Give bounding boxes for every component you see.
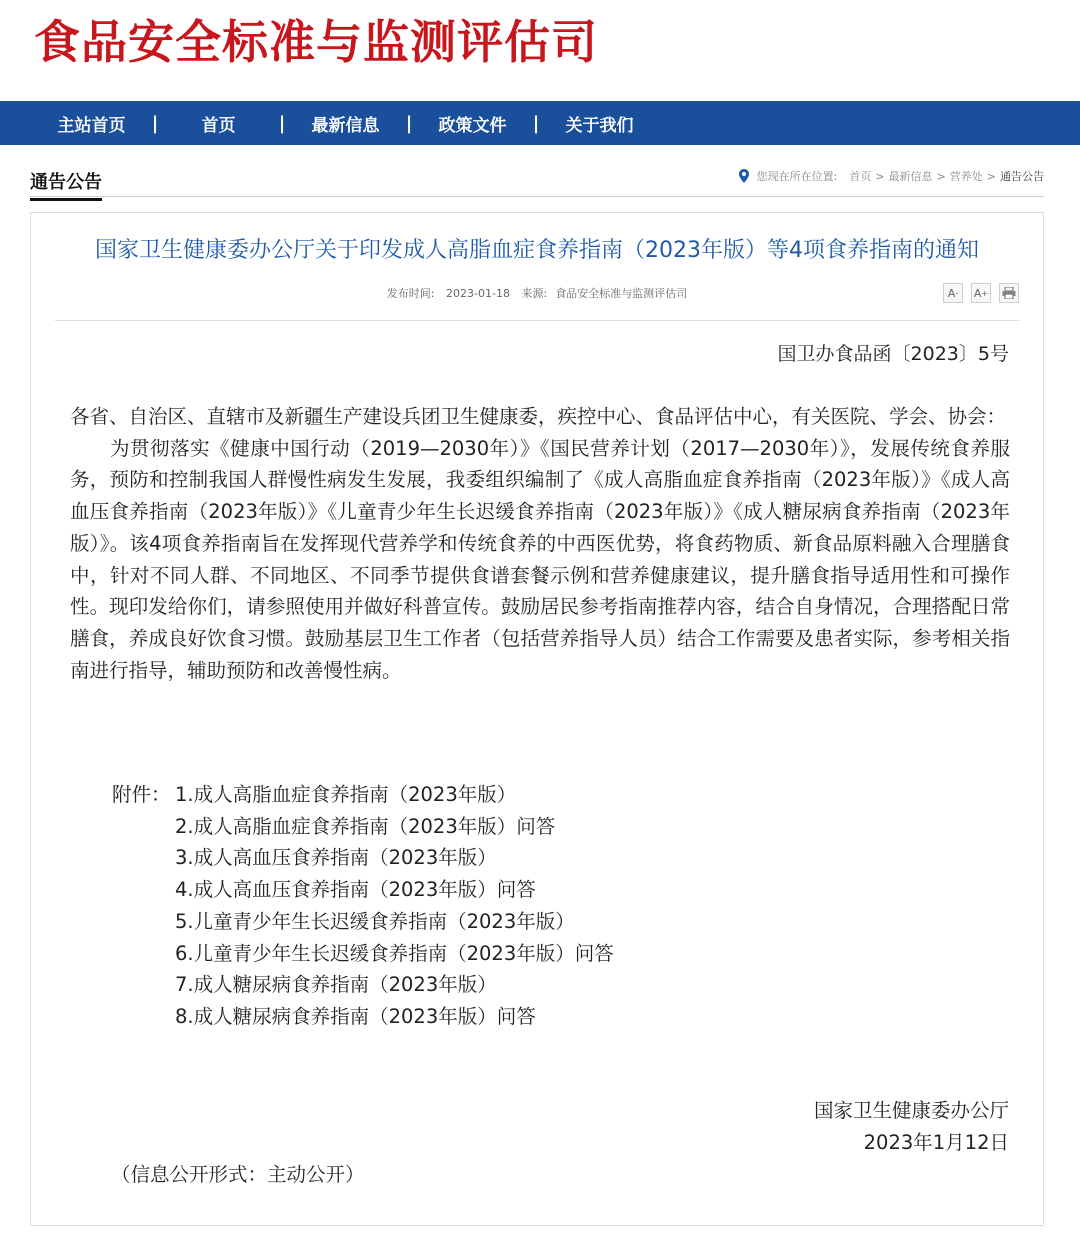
article-divider (55, 320, 1019, 321)
signing-organization: 国家卫生健康委办公厅 (813, 1099, 1009, 1122)
attachment-link[interactable]: 5.儿童青少年生长迟缓食养指南（2023年版） (175, 909, 575, 933)
body-paragraph: 为贯彻落实《健康中国行动（2019—2030年）》《国民营养计划（2017—2030年）》，发展传统食养服务，预防和控制我国人群慢性病发生发展，我委组织编制了《成人高脂血症食养指南（2023年版）》《成人高血压食养指南（2023年版）》《儿童青少年生长迟缓食养指南（2023年版）》《成人糖尿病食养指南（2023年版）》。该4项食养指南旨在发挥现代营养学和传统食养的中西医优势，将食药物质、新食品原料融入合理膳食中，针对不同人群、不同地区、不同季节提供食谱套餐示例和营养健康建议，提升膳食指导适用性和可操作性。现印发给你们，请参照使用并做好科普宣传。鼓励居民参考指南推荐内容，结合自身情况，合理搭配日常膳食，养成良好饮食习惯。鼓励基层卫生工作者（包括营养指导人员）结合工作需要及患者实际，参考相关指南进行指导，辅助预防和改善慢性病。 (70, 436, 1010, 682)
attachments (112, 779, 614, 1033)
breadcrumb-separator: > (936, 169, 946, 183)
attachment-link[interactable]: 4.成人高血压食养指南（2023年版）问答 (175, 878, 536, 902)
breadcrumb-home[interactable]: 首页 (849, 170, 872, 183)
attachments-label: 附件： (112, 783, 171, 806)
section-title: 通告公告 (30, 168, 102, 201)
nav-item-home[interactable]: 首页 (201, 115, 236, 136)
signing-date: 2023年1月12日 (863, 1131, 1009, 1154)
breadcrumb-latest[interactable]: 最新信息 (888, 170, 933, 183)
font-increase-button[interactable]: A + (971, 283, 991, 303)
site-header (0, 0, 1080, 101)
font-increase-icon: A (973, 286, 982, 300)
attachment-link[interactable]: 1.成人高脂血症食养指南（2023年版） (175, 783, 517, 806)
nav-item-main-site[interactable]: 主站首页 (57, 115, 126, 136)
nav-separator: | (405, 112, 413, 134)
attachment-link[interactable]: 8.成人糖尿病食养指南（2023年版）问答 (175, 1004, 536, 1028)
article-meta (31, 285, 1043, 301)
attachment-link[interactable]: 3.成人高血压食养指南（2023年版） (175, 846, 497, 870)
article-title: 国家卫生健康委办公厅关于印发成人高脂血症食养指南（2023年版）等4项食养指南的通知 (95, 238, 979, 263)
breadcrumb-nutrition[interactable]: 营养处 (949, 170, 983, 183)
nav-separator: | (532, 112, 540, 134)
print-button[interactable] (999, 283, 1019, 303)
nav-separator: | (278, 112, 286, 134)
article-box (30, 212, 1044, 1226)
section-bar (30, 164, 1044, 197)
location-pin-icon (739, 169, 749, 183)
nav-separator: | (151, 112, 159, 134)
breadcrumb-current[interactable]: 通告公告 (1000, 170, 1044, 183)
document-number: 国卫办食品函〔2023〕5号 (777, 343, 1009, 365)
article-body (70, 401, 1010, 686)
attachment-link[interactable]: 2.成人高脂血症食养指南（2023年版）问答 (175, 814, 556, 838)
nav-item-about[interactable]: 关于我们 (565, 115, 634, 136)
nav-item-policy[interactable]: 政策文件 (438, 115, 507, 136)
attachment-link[interactable]: 7.成人糖尿病食养指南（2023年版） (175, 973, 497, 997)
font-decrease-button[interactable]: A - (943, 283, 963, 303)
attachment-link[interactable]: 6.儿童青少年生长迟缓食养指南（2023年版）问答 (175, 941, 614, 965)
salutation: 各省、自治区、直辖市及新疆生产建设兵团卫生健康委，疾控中心、食品评估中心，有关医院、学会、协会： (70, 405, 1007, 428)
article-tools (943, 283, 1019, 303)
publish-date: 2023-01-18 (446, 287, 510, 300)
font-decrease-icon: A (947, 286, 956, 300)
printer-icon (1002, 287, 1016, 299)
publish-label: 发布时间: (386, 287, 435, 300)
breadcrumb-prefix: 您现在所在位置: (756, 170, 838, 183)
breadcrumb-separator: > (875, 169, 885, 183)
breadcrumb (739, 168, 1044, 184)
nav-item-latest[interactable]: 最新信息 (311, 115, 380, 136)
source-value: 食品安全标准与监测评估司 (555, 287, 688, 300)
main-nav (0, 101, 1080, 145)
site-title: 食品安全标准与监测评估司 (34, 15, 598, 69)
source-label: 来源: (521, 287, 548, 300)
breadcrumb-separator: > (986, 169, 996, 183)
disclosure-note: （信息公开形式：主动公开） (111, 1163, 365, 1186)
